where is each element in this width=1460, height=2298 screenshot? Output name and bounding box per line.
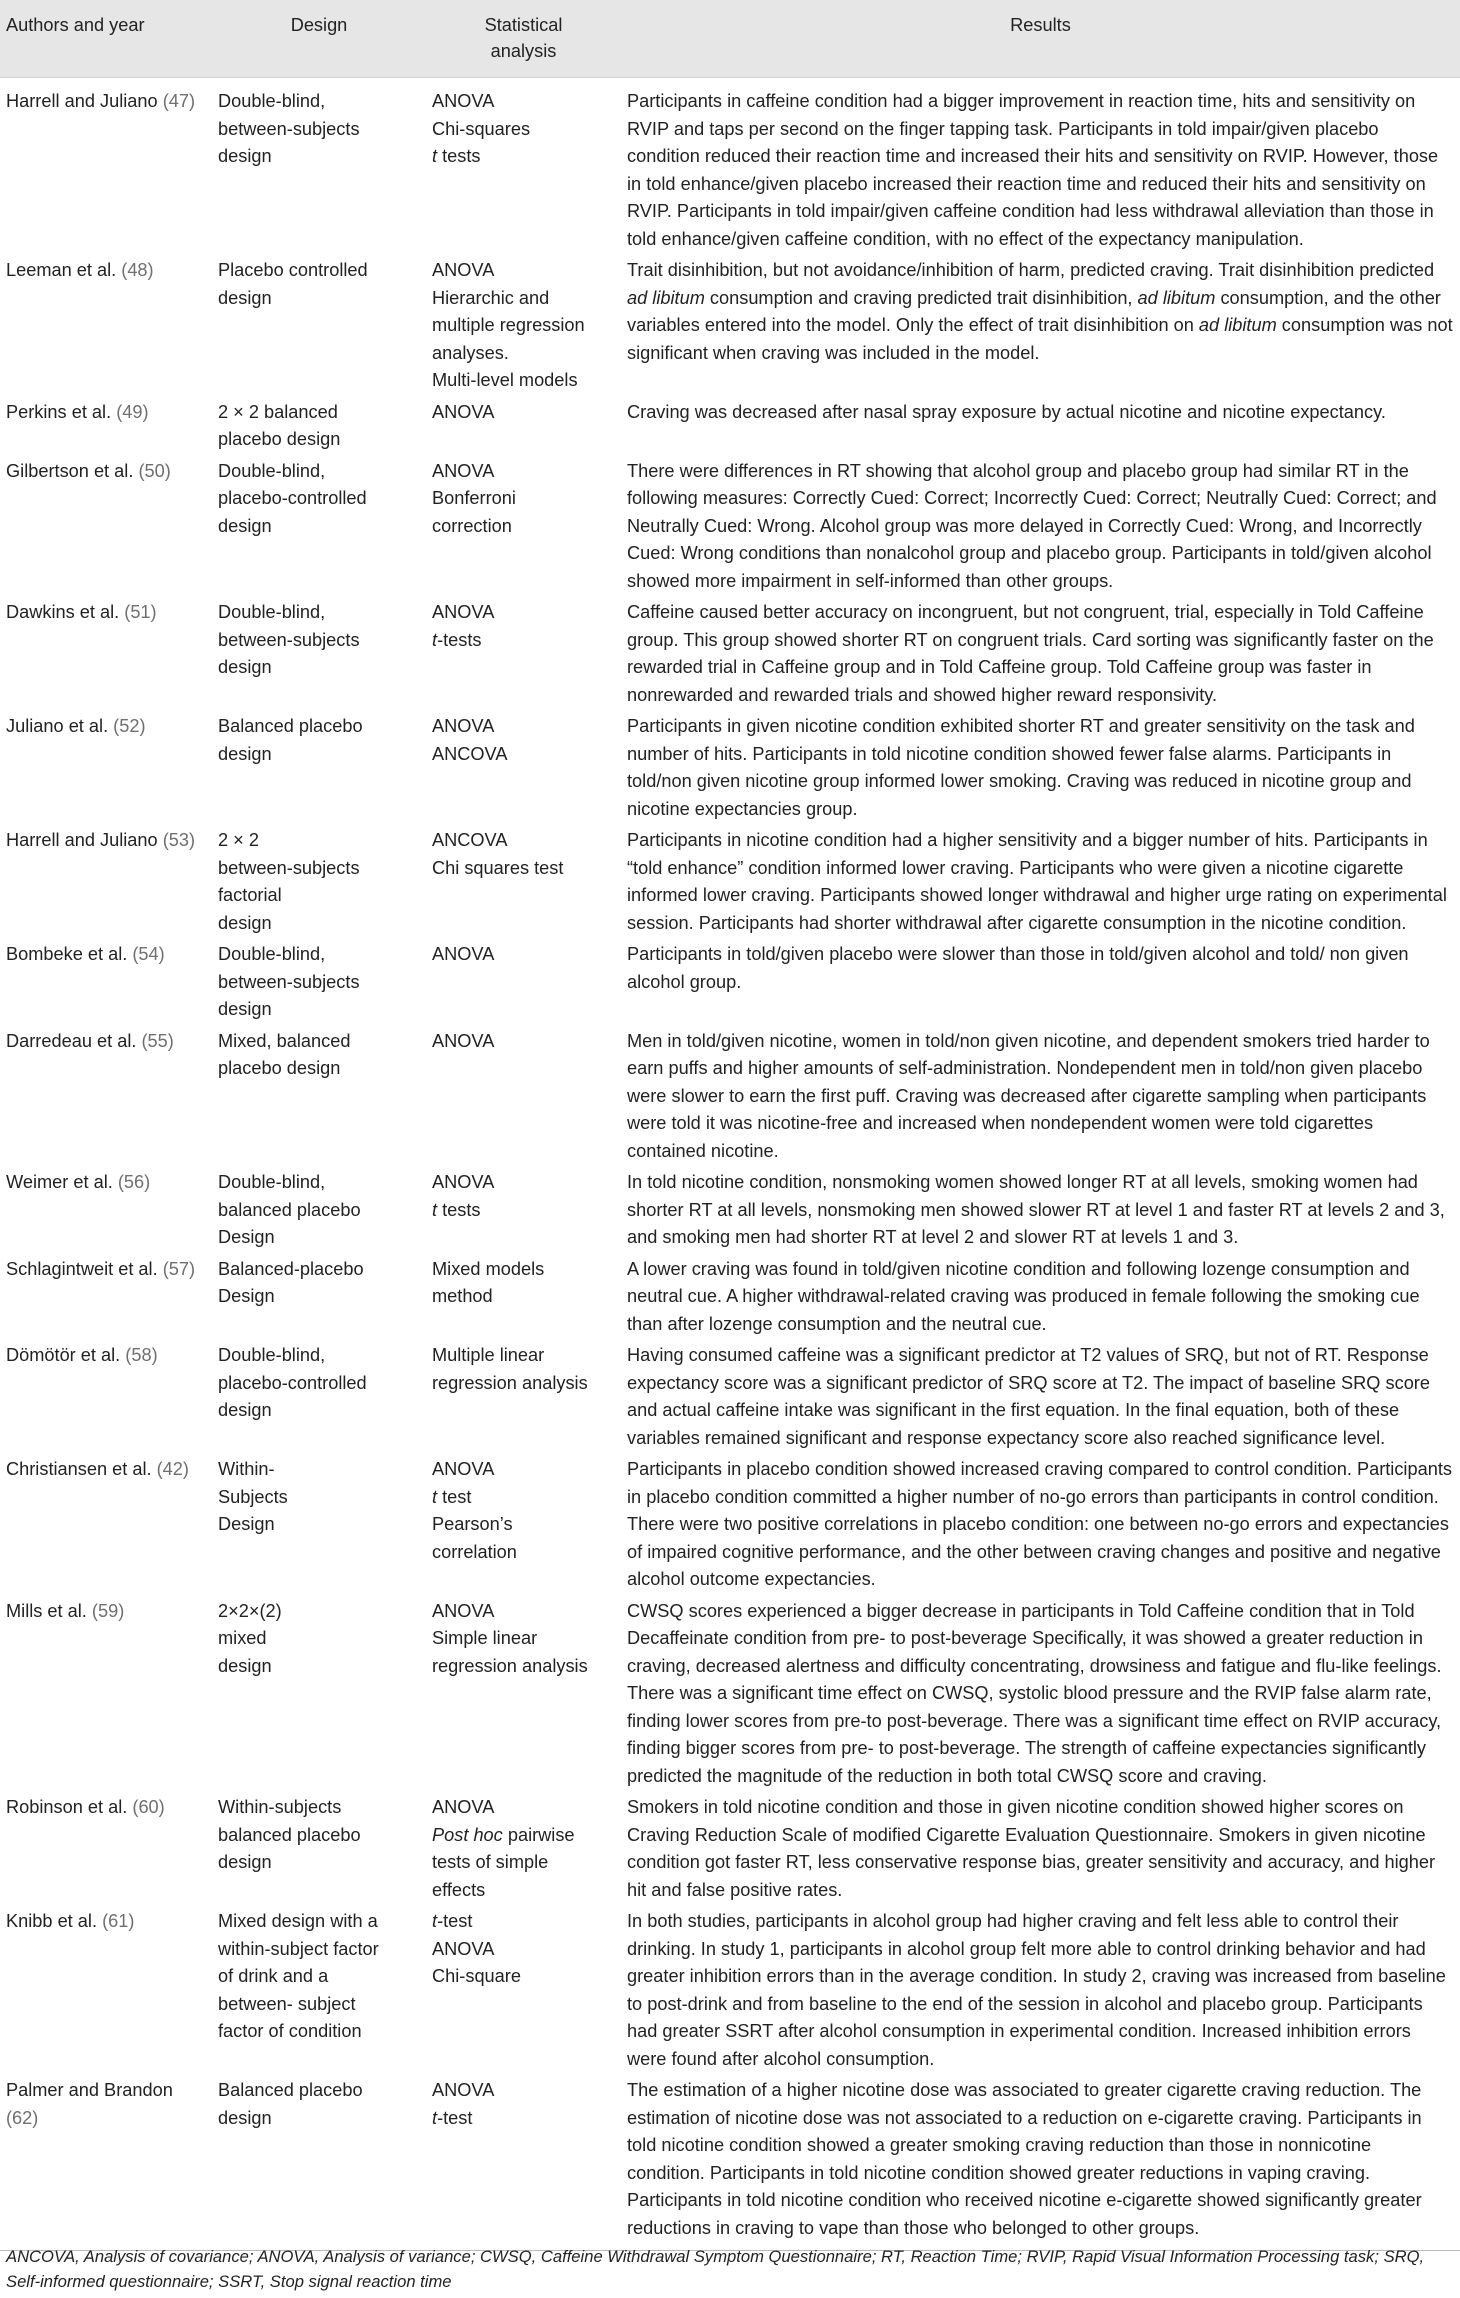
design-line: design — [218, 1655, 272, 1676]
author-name: Gilbertson et al. — [6, 460, 139, 481]
cell-design — [212, 398, 426, 457]
cell-design — [212, 256, 426, 398]
statistic-line: Chi squares test — [432, 857, 564, 878]
design-line: Balanced placebo — [218, 716, 363, 736]
reference-number: (59) — [91, 1600, 125, 1621]
statistic-line: ANOVA — [432, 260, 495, 280]
design-line: Balanced placebo — [218, 2080, 363, 2100]
statistic-line: correction — [432, 515, 512, 536]
design-line: design — [218, 287, 272, 308]
header-authors: Authors and year — [0, 0, 212, 78]
cell-statistical-analysis — [426, 1341, 621, 1455]
design-line: Double-blind, — [218, 602, 326, 622]
cell-design — [212, 712, 426, 826]
reference-number: (53) — [162, 830, 196, 850]
cell-author — [0, 712, 212, 826]
cell-author — [0, 1255, 212, 1342]
table-row — [0, 1168, 1460, 1255]
design-line: design — [218, 912, 272, 933]
cell-author — [0, 256, 212, 398]
cell-design — [212, 1793, 426, 1907]
statistic-line: ANOVA — [432, 716, 495, 736]
statistic-line: Chi-squares — [432, 118, 531, 139]
cell-statistical-analysis — [426, 1597, 621, 1794]
cell-results: A lower craving was found in told/given nicotine condition and following lozenge consumption and neutral cue. A higher withdrawal-related craving was produced in female following the smoking cue than after lozenge consumption and the neutral cue. — [627, 1258, 1420, 1334]
cell-author — [0, 1341, 212, 1455]
design-line: between-subjects — [218, 118, 360, 139]
cell-author — [0, 598, 212, 712]
table-footnote: ANCOVA, Analysis of covariance; ANOVA, Analysis of variance; CWSQ, Caffeine Withdrawal Symptom Questionnaire; RT, Reaction Time; RVIP, Rapid Visual Information Processing task; SRQ, Self-informed questionnaire; SSRT, Stop signal reaction time — [6, 2247, 1425, 2291]
cell-design — [212, 2076, 426, 2251]
statistic-line: ANCOVA — [432, 743, 508, 764]
author-name: Knibb et al. — [6, 1911, 103, 1931]
cell-results: Participants in nicotine condition had a higher sensitivity and a bigger number of hits. Participants in “told enhance” condition informed lower craving. Participants who were given a nicotine cigarette informed lower craving. Participants showed longer withdrawal and higher urge rating on experimental session. Participants had shorter withdrawal after cigarette consumption in the nicotine condition. — [627, 830, 1447, 933]
statistic-line: Chi-square — [432, 1966, 521, 1986]
reference-number: (54) — [132, 944, 165, 964]
cell-statistical-analysis — [426, 1255, 621, 1342]
cell-design — [212, 1455, 426, 1597]
cell-author — [0, 457, 212, 599]
author-name: Harrell and Juliano — [6, 91, 163, 111]
cell-statistical-analysis — [426, 2076, 621, 2251]
reference-number: (56) — [117, 1172, 151, 1192]
header-row — [0, 0, 1460, 78]
cell-results: Smokers in told nicotine condition and those in given nicotine condition showed higher scores on Craving Reduction Scale of modified Cigarette Evaluation Questionnaire. Smokers in given nicotine condition got faster RT, less conservative response bias, greater sensitivity and accuracy, and higher hit and false positive rates. — [627, 1797, 1436, 1900]
table-row — [0, 398, 1460, 457]
design-line: 2 × 2 — [218, 830, 259, 850]
statistic-line: ANCOVA — [432, 830, 508, 850]
cell-statistical-analysis — [426, 398, 621, 457]
author-name: Darredeau et al. — [6, 1030, 142, 1051]
cell-design — [212, 598, 426, 712]
reference-number: (58) — [125, 1345, 158, 1365]
author-name: Robinson et al. — [6, 1797, 133, 1817]
cell-design — [212, 1168, 426, 1255]
cell-results: Participants in placebo condition showed increased craving compared to control condition. Participants in placebo condition committed a higher number of no-go errors than participants in control condition. There were two positive correlations in placebo condition: one between no-go errors and expectancies of impaired cognitive performance, and the other between craving changes and positive and negative alcohol outcome expectancies. — [627, 1459, 1452, 1589]
header-statistical-line-1: Statistical — [484, 15, 563, 35]
design-line: between- subject — [218, 1993, 356, 2014]
statistic-line: t tests — [432, 146, 481, 166]
cell-author — [0, 78, 212, 257]
table-row — [0, 1597, 1460, 1794]
design-line: Double-blind, — [218, 944, 326, 964]
cell-statistical-analysis — [426, 940, 621, 1027]
author-name: Palmer and Brandon — [6, 2080, 173, 2100]
design-line: between-subjects — [218, 629, 360, 650]
cell-statistical-analysis — [426, 457, 621, 599]
cell-results: There were differences in RT showing that alcohol group and placebo group had similar RT in the following measures: Correctly Cued: Correct; Incorrectly Cued: Correct; Neutrally Cued: Correct; and Neutrally Cued: Wrong. Alcohol group was more delayed in Correctly Cued: Wrong, and Incorrectly Cued: Wrong conditions than nonalcohol group and placebo group. Participants in told/given alcohol showed more impairment in self-informed than other groups. — [627, 460, 1437, 591]
design-line: 2×2×(2) — [218, 1600, 282, 1621]
table-row — [0, 2076, 1460, 2251]
design-line: design — [218, 2107, 272, 2128]
cell-results: Having consumed caffeine was a significant predictor at T2 values of SRQ, but not of RT. Response expectancy score was a significant predictor of SRQ score at T2. The impact of baseline SRQ score and actual caffeine intake was significant in the first equation. In the final equation, both of these variables remained significant and response expectancy score also reached significance level. — [627, 1345, 1430, 1448]
cell-design — [212, 78, 426, 257]
design-line: design — [218, 657, 272, 677]
design-line: Design — [218, 1227, 275, 1247]
statistic-line: Simple linear — [432, 1628, 538, 1648]
design-line: factor of condition — [218, 2021, 362, 2041]
cell-author — [0, 1027, 212, 1169]
reference-number: (57) — [162, 1258, 196, 1279]
table-row — [0, 598, 1460, 712]
cell-results: Trait disinhibition, but not avoidance/inhibition of harm, predicted craving. Trait disinhibition predicted ad libitum consumption and craving predicted trait disinhibition, ad libitum consumption, and the other variables entered into the model. Only the effect of trait disinhibition on ad libitum consumption was not significant when craving was included in the model. — [627, 260, 1453, 363]
statistic-line: Post hoc pairwise — [432, 1824, 575, 1845]
reference-number: (61) — [102, 1911, 135, 1931]
table-body — [0, 78, 1460, 2251]
table-row — [0, 826, 1460, 940]
cell-statistical-analysis — [426, 78, 621, 257]
header-statistical-line-2: analysis — [490, 41, 557, 61]
design-line: Double-blind, — [218, 1172, 326, 1192]
cell-results: Participants in caffeine condition had a bigger improvement in reaction time, hits and sensitivity on RVIP and taps per second on the finger tapping task. Participants in told impair/given placebo condition reduced their reaction time and increased their hits and sensitivity on RVIP. However, those in told enhance/given placebo increased their reaction time and reduced their hits and sensitivity on RVIP. Participants in told impair/given caffeine condition had less withdrawal alleviation than those in told enhance/given caffeine condition, with no effect of the expectancy manipulation. — [627, 91, 1439, 249]
design-line: Double-blind, — [218, 91, 326, 111]
cell-author — [0, 826, 212, 940]
cell-design — [212, 1027, 426, 1169]
author-name: Weimer et al. — [6, 1172, 118, 1192]
design-line: Within-subjects — [218, 1797, 342, 1817]
design-line: design — [218, 146, 272, 166]
cell-design — [212, 940, 426, 1027]
table-row — [0, 457, 1460, 599]
table-row — [0, 1027, 1460, 1169]
statistic-line: ANOVA — [432, 1172, 495, 1192]
statistic-line: ANOVA — [432, 1938, 495, 1959]
statistic-line: tests of simple — [432, 1852, 549, 1872]
statistic-line: ANOVA — [432, 91, 495, 111]
design-line: Double-blind, — [218, 460, 326, 481]
reference-number: (50) — [138, 460, 171, 481]
reference-number: (42) — [156, 1459, 189, 1479]
table-header — [0, 0, 1460, 78]
statistic-line: analyses. — [432, 342, 509, 363]
table-row — [0, 1907, 1460, 2076]
statistic-line: effects — [432, 1879, 486, 1900]
cell-author — [0, 1597, 212, 1794]
design-line: mixed — [218, 1628, 267, 1648]
cell-results: CWSQ scores experienced a bigger decrease in participants in Told Caffeine condition that in Told Decaffeinate condition from pre- to post-beverage Specifically, it was showed a greater reduction in craving, decreased alertness and difficulty concentrating, drowsiness and fatigue and flu-like feelings. There was a significant time effect on CWSQ, systolic blood pressure and the RVIP false alarm rate, finding lower scores from pre-to post-beverage. There was a significant time effect on RVIP accuracy, finding bigger scores from pre- to post-beverage. The strength of caffeine expectancies significantly predicted the magnitude of the reduction in both total CWSQ score and craving. — [627, 1600, 1442, 1786]
statistic-line: Hierarchic and — [432, 287, 550, 308]
design-line: design — [218, 1852, 272, 1872]
statistic-line: Mixed models — [432, 1258, 545, 1279]
cell-statistical-analysis — [426, 826, 621, 940]
cell-design — [212, 457, 426, 599]
cell-statistical-analysis — [426, 256, 621, 398]
cell-author — [0, 1793, 212, 1907]
design-line: 2 × 2 balanced — [218, 401, 338, 422]
author-name: Mills et al. — [6, 1600, 92, 1621]
design-line: Design — [218, 1286, 275, 1306]
cell-results: In told nicotine condition, nonsmoking women showed longer RT at all levels, smoking women had shorter RT at all levels, nonsmoking men showed slower RT at level 1 and faster RT at levels 2 and 3, and smoking men had shorter RT at level 2 and slower RT at levels 1 and 3. — [627, 1172, 1445, 1247]
statistic-line: ANOVA — [432, 944, 495, 964]
cell-statistical-analysis — [426, 1455, 621, 1597]
cell-author — [0, 1907, 212, 2076]
cell-statistical-analysis — [426, 598, 621, 712]
design-line: between-subjects — [218, 857, 360, 878]
cell-design — [212, 1597, 426, 1794]
table-row — [0, 712, 1460, 826]
table-row — [0, 78, 1460, 257]
statistic-line: ANOVA — [432, 401, 495, 422]
cell-statistical-analysis — [426, 1793, 621, 1907]
statistic-line: ANOVA — [432, 2080, 495, 2100]
design-line: factorial — [218, 885, 282, 905]
statistic-line: Bonferroni — [432, 488, 516, 508]
header-results: Results — [621, 0, 1460, 78]
cell-author — [0, 1168, 212, 1255]
cell-author — [0, 940, 212, 1027]
author-name: Juliano et al. — [6, 716, 114, 736]
statistic-line: ANOVA — [432, 1030, 495, 1051]
statistic-line: t-test — [432, 2107, 473, 2128]
design-line: Mixed design with a — [218, 1911, 378, 1931]
header-statistical-analysis — [426, 0, 621, 78]
table-row — [0, 1255, 1460, 1342]
design-line: Balanced-placebo — [218, 1258, 364, 1279]
cell-results: Craving was decreased after nasal spray exposure by actual nicotine and nicotine expectancy. — [627, 401, 1386, 422]
design-line: balanced placebo — [218, 1824, 361, 1845]
cell-design — [212, 1341, 426, 1455]
statistic-line: regression analysis — [432, 1372, 588, 1393]
author-name: Dawkins et al. — [6, 602, 125, 622]
statistic-line: method — [432, 1286, 493, 1306]
cell-results: Participants in given nicotine condition exhibited shorter RT and greater sensitivity on the task and number of hits. Participants in told nicotine condition showed fewer false alarms. Participants in told/non given nicotine group informed lower smoking. Craving was reduced in nicotine group and nicotine expectancies group. — [627, 716, 1415, 819]
header-design: Design — [212, 0, 426, 78]
statistic-line: Multiple linear — [432, 1345, 545, 1365]
statistic-line: regression analysis — [432, 1655, 588, 1676]
reference-number: (55) — [141, 1030, 174, 1051]
statistic-line: Multi-level models — [432, 370, 578, 390]
design-line: balanced placebo — [218, 1199, 361, 1220]
table-row — [0, 1793, 1460, 1907]
statistic-line: correlation — [432, 1541, 517, 1562]
statistic-line: ANOVA — [432, 1600, 495, 1621]
statistic-line: ANOVA — [432, 1797, 495, 1817]
design-line: design — [218, 743, 272, 764]
design-line: placebo-controlled — [218, 488, 367, 508]
table-row — [0, 256, 1460, 398]
statistic-line: t-tests — [432, 629, 482, 650]
author-name: Schlagintweit et al. — [6, 1258, 163, 1279]
author-name: Christiansen et al. — [6, 1459, 157, 1479]
statistic-line: Pearson’s — [432, 1514, 513, 1534]
table-row — [0, 940, 1460, 1027]
design-line: Within- — [218, 1459, 275, 1479]
design-line: Double-blind, — [218, 1345, 326, 1365]
design-line: design — [218, 999, 272, 1019]
design-line: placebo-controlled — [218, 1372, 367, 1393]
author-name: Bombeke et al. — [6, 944, 133, 964]
cell-statistical-analysis — [426, 1027, 621, 1169]
design-line: of drink and a — [218, 1966, 329, 1986]
design-line: Mixed, balanced — [218, 1030, 351, 1051]
cell-statistical-analysis — [426, 712, 621, 826]
reference-number: (49) — [116, 401, 149, 422]
design-line: placebo design — [218, 1058, 341, 1078]
cell-design — [212, 1907, 426, 2076]
statistic-line: t-test — [432, 1911, 473, 1931]
cell-author — [0, 2076, 212, 2251]
reference-number: (62) — [6, 2107, 39, 2128]
reference-number: (48) — [121, 260, 154, 280]
design-line: Design — [218, 1514, 275, 1534]
cell-results: Men in told/given nicotine, women in told/non given nicotine, and dependent smokers tried harder to earn puffs and higher amounts of self-administration. Nondependent men in told/non given placebo were slower to earn the first puff. Craving was decreased after cigarette sampling when participants were told it was nicotine-free and increased when nondependent women were told cigarettes contained nicotine. — [627, 1030, 1430, 1161]
author-name: Dömötör et al. — [6, 1345, 126, 1365]
table-row — [0, 1455, 1460, 1597]
design-line: design — [218, 515, 272, 536]
cell-results: Caffeine caused better accuracy on incongruent, but not congruent, trial, especially in Told Caffeine group. This group showed shorter RT on congruent trials. Card sorting was significantly faster on the rewarded trial in Caffeine group and in Told Caffeine group. Told Caffeine group was faster in nonrewarded and rewarded trials and showed higher reward responsivity. — [627, 602, 1434, 705]
design-line: Placebo controlled — [218, 260, 368, 280]
reference-number: (47) — [162, 91, 196, 111]
design-line: Subjects — [218, 1486, 288, 1507]
reference-number: (60) — [132, 1797, 165, 1817]
author-name: Harrell and Juliano — [6, 830, 163, 850]
design-line: within-subject factor — [218, 1938, 379, 1959]
cell-author — [0, 398, 212, 457]
statistic-line: multiple regression — [432, 315, 585, 335]
author-name: Perkins et al. — [6, 401, 117, 422]
design-line: design — [218, 1400, 272, 1420]
statistic-line: ANOVA — [432, 1459, 495, 1479]
cell-author — [0, 1455, 212, 1597]
cell-statistical-analysis — [426, 1907, 621, 2076]
statistic-line: ANOVA — [432, 602, 495, 622]
statistic-line: t test — [432, 1486, 472, 1507]
cell-results: In both studies, participants in alcohol group had higher craving and felt less able to control their drinking. In study 1, participants in alcohol group felt more able to control drinking behavior and had greater inhibition errors than in the average condition. In study 2, craving was increased from baseline to post-drink and from baseline to the end of the session in alcohol and placebo group. Participants had greater SSRT after alcohol consumption in experimental condition. Increased inhibition errors were found after alcohol consumption. — [627, 1911, 1446, 2069]
cell-design — [212, 826, 426, 940]
statistic-line: t tests — [432, 1199, 481, 1220]
cell-design — [212, 1255, 426, 1342]
design-line: placebo design — [218, 429, 341, 449]
reference-number: (52) — [113, 716, 146, 736]
author-name: Leeman et al. — [6, 260, 122, 280]
statistic-line: ANOVA — [432, 460, 495, 481]
design-line: between-subjects — [218, 971, 360, 992]
cell-results: Participants in told/given placebo were slower than those in told/given alcohol and told/ non given alcohol group. — [627, 944, 1409, 992]
reference-number: (51) — [124, 602, 157, 622]
cell-statistical-analysis — [426, 1168, 621, 1255]
table-row — [0, 1341, 1460, 1455]
cell-results: The estimation of a higher nicotine dose was associated to greater cigarette craving reduction. The estimation of nicotine dose was not associated to a reduction on e-cigarette craving. Participants in told nicotine condition showed a greater smoking craving reduction than those in nonnicotine condition. Participants in told nicotine condition showed greater reductions in vaping craving. Participants in told nicotine condition who received nicotine e-cigarette showed significantly greater reductions in craving to vape than those who belonged to other groups. — [621, 2076, 1460, 2251]
